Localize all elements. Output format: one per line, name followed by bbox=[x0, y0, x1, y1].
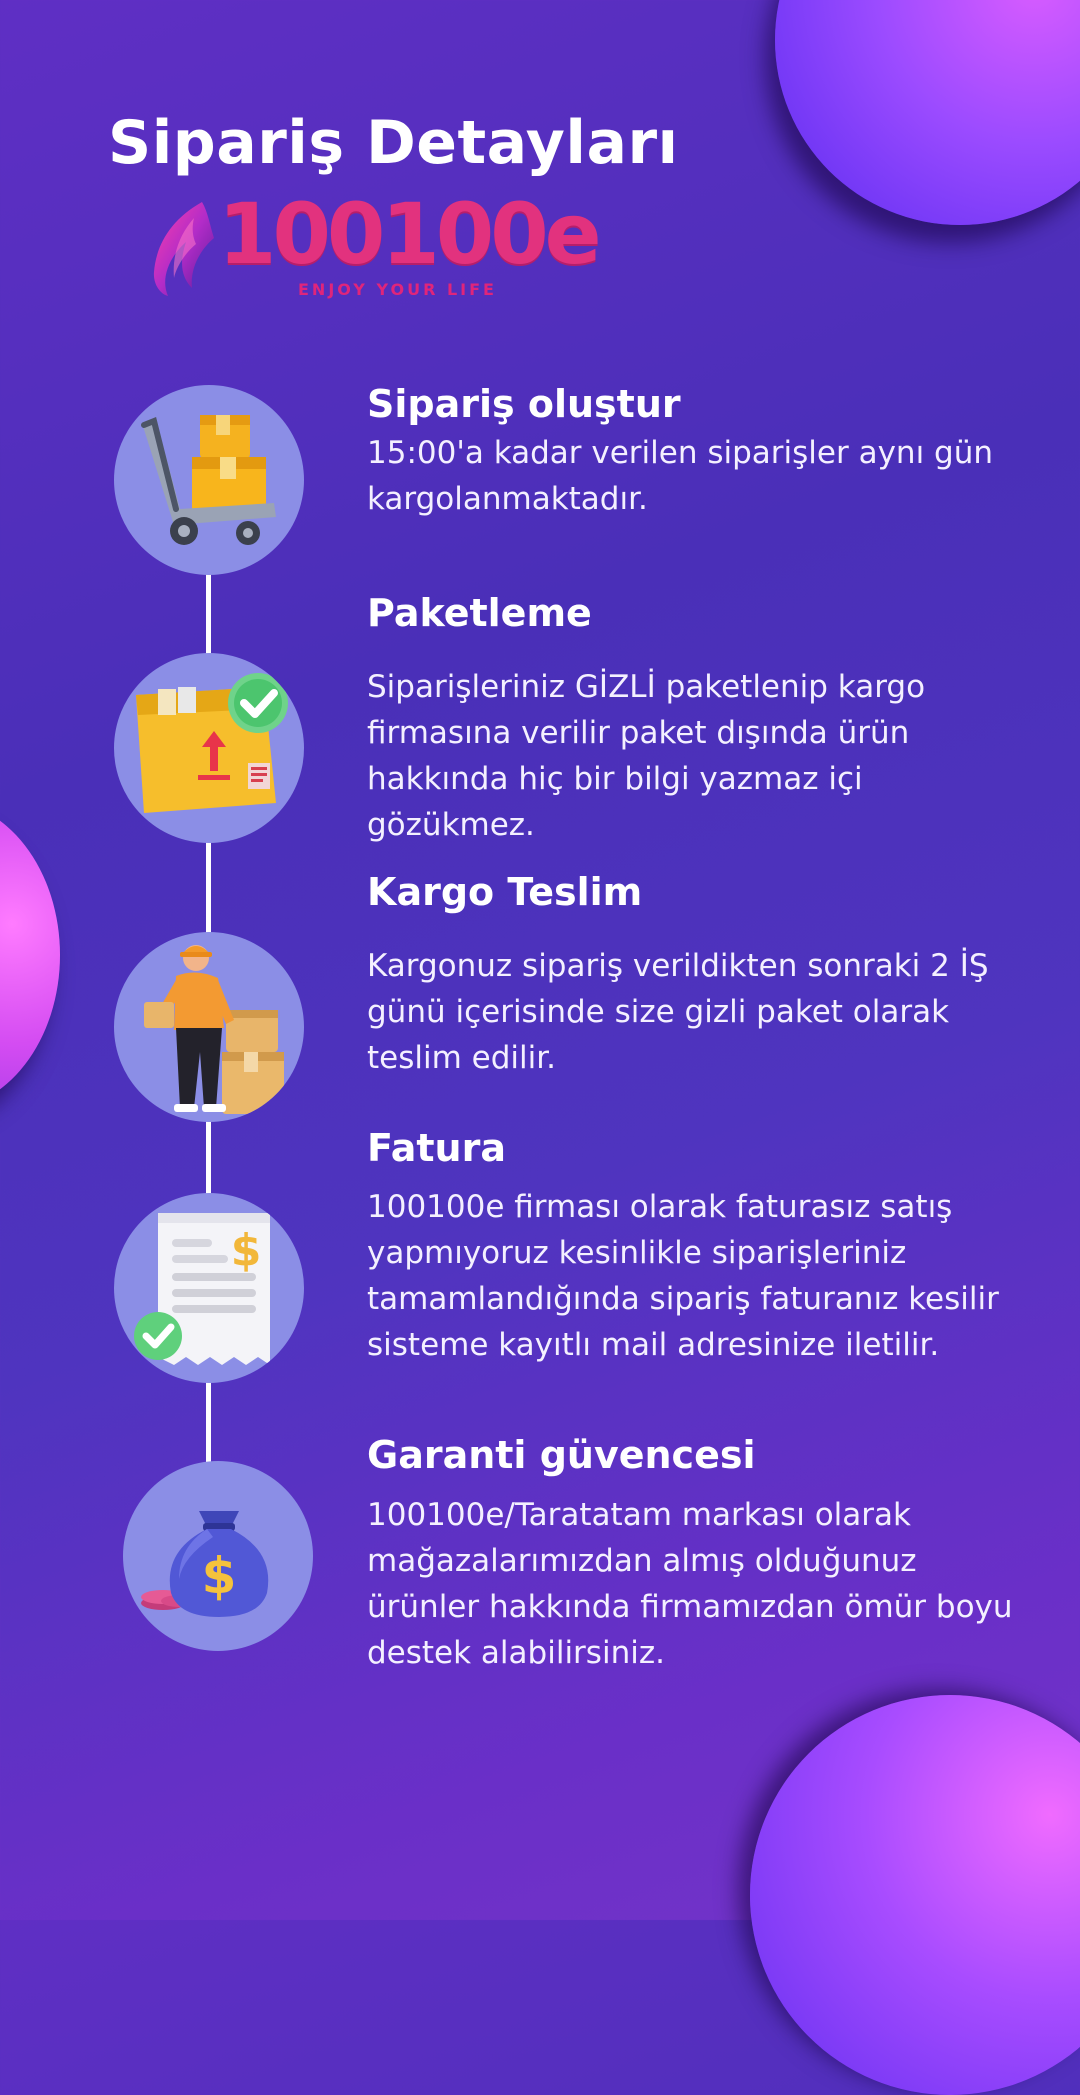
step-5-title: Garanti güvencesi bbox=[367, 1433, 756, 1477]
step-3-icon-circle bbox=[114, 932, 304, 1122]
page-title: Sipariş Detayları bbox=[108, 108, 679, 178]
svg-text:$: $ bbox=[230, 1225, 262, 1276]
svg-text:$: $ bbox=[201, 1547, 237, 1605]
brand-logo bbox=[150, 185, 610, 299]
hand-truck-boxes-icon bbox=[114, 385, 304, 575]
invoice-icon bbox=[114, 1193, 304, 1383]
step-3-description: Kargonuz sipariş verildikten sonraki 2 İŞ günü içerisinde size gizli paket olarak teslim edilir. bbox=[367, 948, 989, 1076]
package-check-icon bbox=[114, 653, 304, 843]
step-4-icon-circle bbox=[114, 1193, 304, 1383]
courier-icon bbox=[114, 932, 304, 1122]
logo-text: 100100e bbox=[218, 185, 598, 283]
step-2-description: Siparişleriniz GİZLİ paketlenip kargo firmasına verilir paket dışında ürün hakkında hiç bir bilgi yazmaz içi gözükmez. bbox=[367, 669, 926, 843]
step-3-title: Kargo Teslim bbox=[367, 870, 643, 914]
flame-logo-icon bbox=[150, 198, 220, 298]
step-4-description: 100100e firması olarak faturasız satış yapmıyoruz kesinlikle siparişleriniz tamamlandığında sipariş faturanız kesilir sisteme kayıtlı mail adresinize iletilir. bbox=[367, 1189, 999, 1363]
step-2-title: Paketleme bbox=[367, 591, 592, 635]
step-5-icon-circle bbox=[123, 1461, 313, 1651]
decorative-orb-top bbox=[775, 0, 1080, 225]
logo-tagline: ENJOY YOUR LIFE bbox=[298, 280, 497, 299]
decorative-orb-left bbox=[0, 800, 60, 1110]
step-1-icon-circle bbox=[114, 385, 304, 575]
step-4-title: Fatura bbox=[367, 1126, 506, 1170]
step-1-description: 15:00'a kadar verilen siparişler aynı gün kargolanmaktadır. bbox=[367, 435, 994, 517]
step-5-description: 100100e/Taratatam markası olarak mağazalarımızdan almış olduğunuz ürünler hakkında firmamızdan ömür boyu destek alabilirsiniz. bbox=[367, 1497, 1013, 1671]
money-bag-icon bbox=[123, 1461, 313, 1651]
step-2-icon-circle bbox=[114, 653, 304, 843]
decorative-orb-bottom bbox=[750, 1695, 1080, 2095]
step-1-title: Sipariş oluştur bbox=[367, 382, 681, 426]
